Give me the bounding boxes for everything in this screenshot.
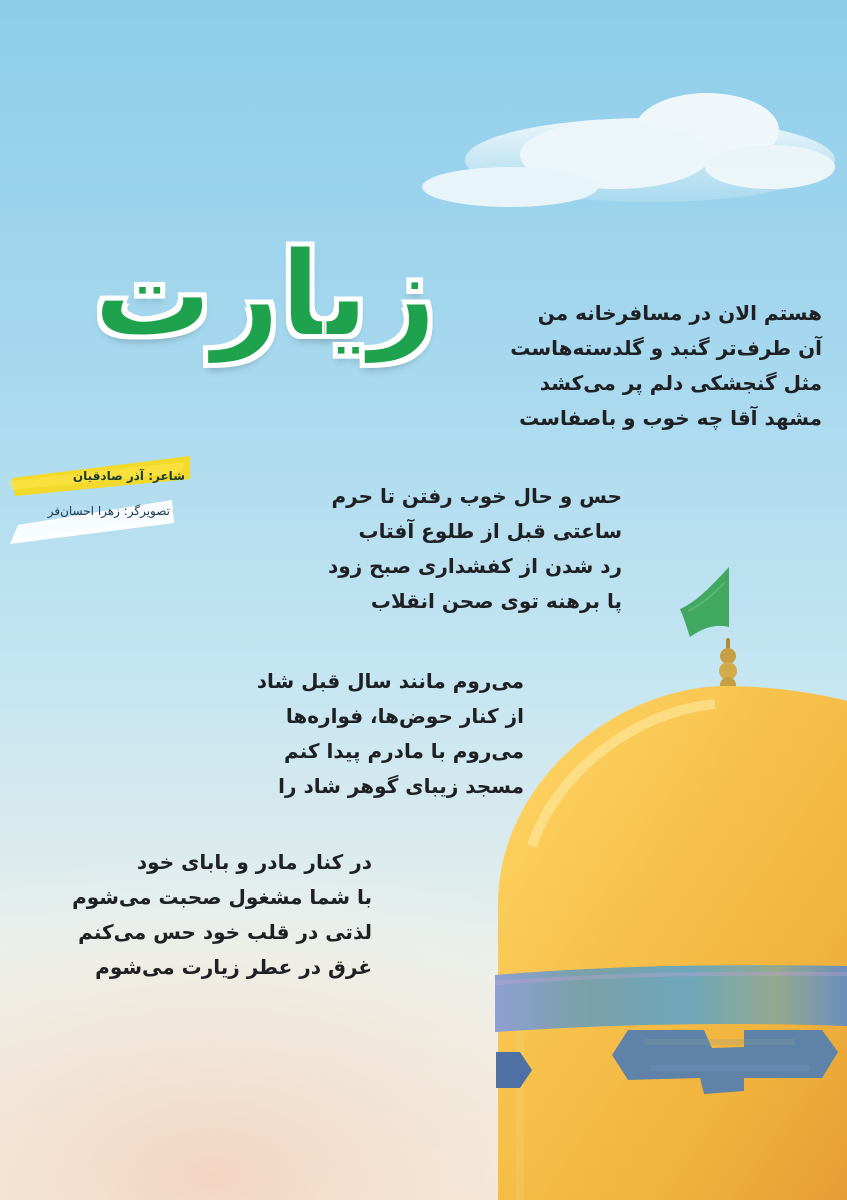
poem-line: رد شدن از کفشداری صبح زود — [328, 554, 622, 578]
poem-line: با شما مشغول صحبت می‌شوم — [72, 885, 372, 909]
poem-line: لذتی در قلب خود حس می‌کنم — [78, 920, 372, 944]
poem-line: در کنار مادر و بابای خود — [136, 850, 372, 874]
poem-stanza — [510, 296, 822, 436]
poem-line: ساعتی قبل از طلوع آفتاب — [358, 519, 622, 543]
poem-title: زیارت — [93, 225, 437, 363]
poem-line: مسجد زیبای گوهر شاد را — [278, 774, 524, 798]
poem-line: هستم الان در مسافرخانه من — [537, 301, 822, 325]
illustrator-credit: تصویرگر: زهرا احسان‌فر — [47, 504, 170, 518]
poem-stanza — [330, 479, 622, 619]
poem-stanza — [72, 845, 372, 985]
poem-line: غرق در عطر زیارت می‌شوم — [95, 955, 372, 979]
poem-line: می‌روم مانند سال قبل شاد — [256, 669, 524, 693]
flag-icon — [680, 567, 737, 693]
poet-credit: شاعر: آذر صادقیان — [72, 469, 185, 483]
poem-line: حس و حال خوب رفتن تا حرم — [331, 484, 622, 508]
poem-line: از کنار حوض‌ها، فواره‌ها — [285, 704, 524, 728]
poem-line: آن طرف‌تر گنبد و گلدسته‌هاست — [510, 336, 822, 360]
poem-line: پا برهنه توی صحن انقلاب — [370, 589, 622, 613]
poem-stanza — [250, 664, 524, 804]
title-block — [55, 215, 475, 400]
poem-line: می‌روم با مادرم پیدا کنم — [284, 739, 524, 763]
poem-line: مثل گنجشکی دلم پر می‌کشد — [539, 371, 822, 395]
top-cloud — [422, 93, 835, 207]
poem-line: مشهد آقا چه خوب و باصفاست — [519, 406, 822, 430]
